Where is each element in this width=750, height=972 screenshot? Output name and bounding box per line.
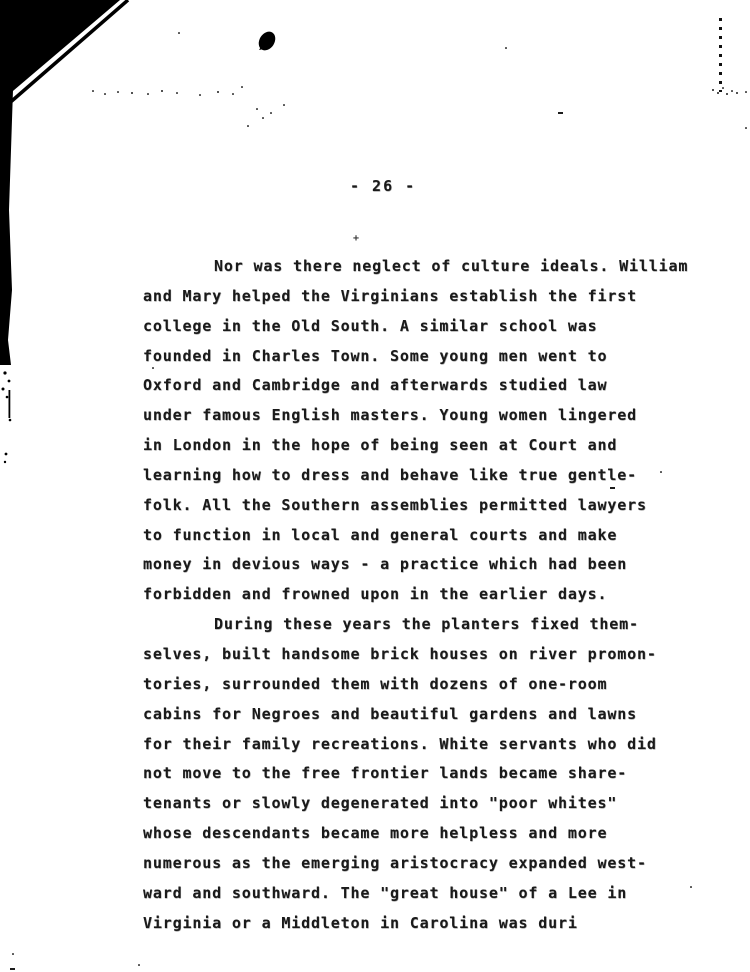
typescript-line: under famous English masters. Young women lingered	[143, 406, 638, 425]
typescript-line: founded in Charles Town. Some young men went to	[143, 346, 608, 365]
typescript-line: and Mary helped the Virginians establish the first	[143, 286, 638, 305]
typescript-line: Virginia or a Middleton in Carolina was duri	[143, 913, 578, 932]
typescript-line: Oxford and Cambridge and afterwards studied law	[143, 376, 608, 395]
dust-speck	[722, 87, 724, 89]
dust-speck	[247, 125, 249, 127]
dust-speck	[726, 93, 728, 95]
dust-speck	[10, 968, 15, 970]
typescript-line: forbidden and frowned upon in the earlier days.	[143, 585, 608, 604]
typescript-line: selves, built handsome brick houses on river promon-	[143, 644, 657, 663]
scan-corner-fold-artifact	[0, 0, 150, 120]
typescript-line: learning how to dress and behave like true gentle-	[143, 465, 638, 484]
dust-speck	[256, 108, 258, 110]
typescript-line: to function in local and general courts and make	[143, 525, 618, 544]
dust-speck	[241, 86, 243, 88]
scan-left-edge-artifact	[0, 90, 18, 470]
dust-speck	[731, 90, 733, 92]
typescript-line: tenants or slowly degenerated into "poor whites"	[143, 794, 618, 813]
typescript-line: During these years the planters fixed them-	[214, 615, 639, 634]
typescript-line: tories, surrounded them with dozens of one-room	[143, 674, 608, 693]
typescript-line: folk. All the Southern assemblies permitted lawyers	[143, 495, 647, 514]
dust-speck	[270, 112, 272, 114]
typescript-line: numerous as the emerging aristocracy expanded west-	[143, 853, 647, 872]
dust-speck	[712, 89, 714, 91]
typescript-line: money in devious ways - a practice which had been	[143, 555, 628, 574]
dust-speck	[262, 117, 264, 119]
dust-speck	[745, 91, 747, 93]
page-number: - 26 -	[350, 177, 417, 195]
dust-speck	[147, 93, 149, 95]
dust-speck	[717, 92, 719, 94]
dust-speck	[505, 47, 507, 49]
typescript-body	[143, 252, 703, 938]
dust-speck	[117, 91, 119, 93]
dust-speck	[92, 90, 94, 92]
dust-speck	[283, 104, 285, 106]
dust-speck	[745, 127, 747, 129]
dust-speck	[131, 92, 133, 94]
ink-blot-artifact	[252, 27, 284, 59]
dust-speck	[232, 93, 234, 95]
dust-speck	[736, 92, 738, 94]
dust-speck	[178, 32, 180, 34]
dust-speck	[12, 953, 14, 955]
typescript-line: ward and southward. The "great house" of a Lee in	[143, 883, 628, 902]
dust-speck	[161, 90, 163, 92]
typescript-line: Nor was there neglect of culture ideals. William	[214, 257, 689, 275]
typescript-line: in London in the hope of being seen at Court and	[143, 436, 618, 455]
typescript-line: cabins for Negroes and beautiful gardens and lawns	[143, 704, 638, 723]
dust-speck	[176, 92, 178, 94]
dust-speck	[138, 964, 140, 966]
typescript-line: college in the Old South. A similar school was	[143, 316, 598, 335]
dust-speck	[558, 112, 563, 114]
typescript-line: for their family recreations. White servants who did	[143, 734, 657, 753]
typescript-line: not move to the free frontier lands became share-	[143, 764, 628, 783]
typescript-line: whose descendants became more helpless and more	[143, 824, 608, 843]
perforation-dots-artifact	[719, 18, 722, 92]
dust-speck	[199, 94, 201, 96]
dust-speck	[104, 93, 106, 95]
dust-speck	[217, 91, 219, 93]
plus-mark-artifact: +	[353, 233, 360, 244]
